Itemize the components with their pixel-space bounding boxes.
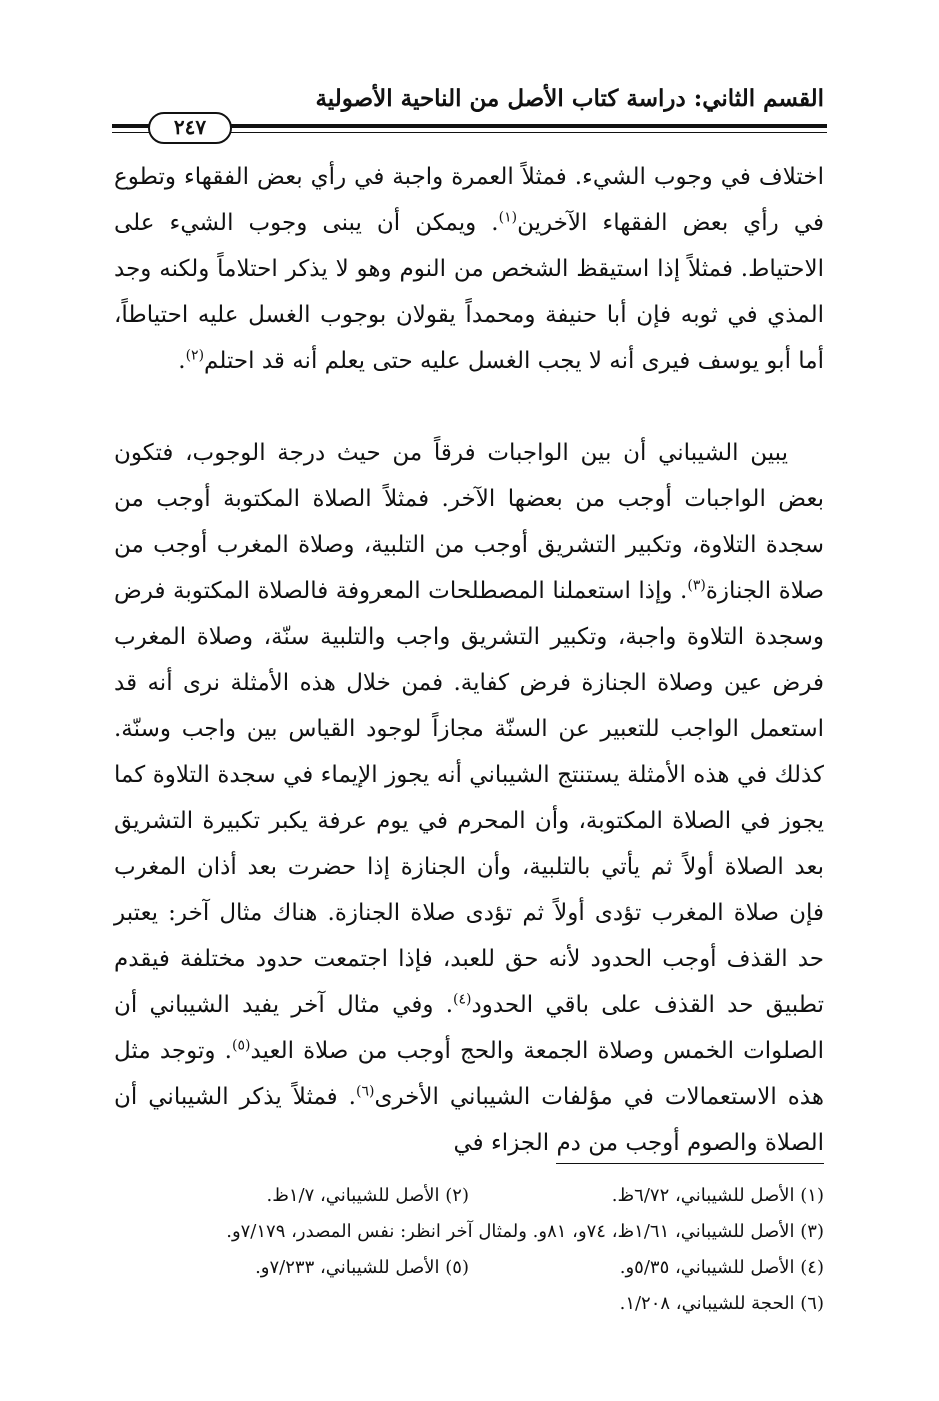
footnote-2: (٢) الأصل للشيباني، ١/٧ظ. xyxy=(266,1185,469,1206)
footnote-ref-3: (٣) xyxy=(687,577,706,594)
paragraph-2-text-a: يبين الشيباني أن بين الواجبات فرقاً من حيث درجة الوجوب، فتكون بعض الواجبات أوجب من بعضها الآخر. فمثلاً الصلاة المكتوبة أوجب من سجدة التلاوة، وتكبير التشريق أوجب من التلبية، وصلاة المغرب أوجب من صلاة الجنازة xyxy=(114,440,825,604)
paragraph-1-text-c: . xyxy=(178,348,186,374)
footnote-row xyxy=(114,1286,824,1322)
paragraph-2-text-d: . وتوجد مثل هذه الاستعمالات في مؤلفات الشيباني الأخرى xyxy=(114,1038,824,1110)
footnote-3: (٣) الأصل للشيباني، ١/٦١ظ، ٧٤و، ٨١و. ولمثال آخر انظر: نفس المصدر، ٧/١٧٩و. xyxy=(226,1221,824,1242)
footnote-row xyxy=(114,1214,824,1250)
footnote-ref-1: (١) xyxy=(498,209,518,226)
footnote-separator xyxy=(556,1163,824,1164)
paragraph-1 xyxy=(114,154,824,384)
footnote-5: (٥) الأصل للشيباني، ٧/٢٣٣و. xyxy=(255,1257,469,1278)
footnotes xyxy=(114,1178,824,1322)
paragraph-1-text-a: اختلاف في وجوب الشيء. فمثلاً العمرة واجبة في رأي بعض الفقهاء وتطوع في رأي بعض الفقهاء الآخرين xyxy=(114,164,824,236)
footnote-ref-2: (٢) xyxy=(185,347,205,364)
paragraph-2-text-b: . وإذا استعملنا المصطلحات المعروفة فالصلاة المكتوبة فرض وسجدة التلاوة واجبة، وتكبير التشريق واجب والتلبية سنّة، وصلاة المغرب فرض عين وصلاة الجنازة فرض كفاية. فمن خلال هذه الأمثلة نرى أنه قد استعمل الواجب للتعبير عن السنّة مجازاً لوجود القياس بين واجب وسنّة. كذلك في هذه الأمثلة يستنتج الشيباني أنه يجوز الإيماء في سجدة التلاوة كما يجوز في الصلاة المكتوبة، وأن المحرم في يوم عرفة يكبر تكبيرة التشريق بعد الصلاة أولاً ثم يأتي بالتلبية، وأن الجنازة إذا حضرت بعد أذان المغرب فإن صلاة المغرب تؤدى أولاً ثم تؤدى صلاة الجنازة. هناك مثال آخر: يعتبر حد القذف أوجب الحدود لأنه حق للعبد، فإذا اجتمعت حدود مختلفة فيقدم تطبيق حد القذف على باقي الحدود xyxy=(114,578,825,1018)
paragraph-2 xyxy=(114,430,824,1166)
footnote-ref-5: (٥) xyxy=(232,1037,251,1054)
main-text xyxy=(114,154,824,1166)
footnote-row xyxy=(114,1178,824,1214)
running-header-title: القسم الثاني: دراسة كتاب الأصل من الناحية الأصولية xyxy=(315,85,824,112)
footnote-ref-4: (٤) xyxy=(453,991,472,1008)
footnote-6: (٦) الحجة للشيباني، ١/٢٠٨. xyxy=(619,1293,824,1314)
paragraph-1-text-b: . ويمكن أن يبنى وجوب الشيء على الاحتياط. فمثلاً إذا استيقظ الشخص من النوم وهو لا يذكر احتلاماً ولكنه وجد المذي في ثوبه فإن أبا حنيفة ومحمداً يقولان بوجوب الغسل عليه احتياطاً، أما أبو يوسف فيرى أنه لا يجب الغسل عليه حتى يعلم أنه قد احتلم xyxy=(114,210,824,374)
paragraph-2-text-e: . فمثلاً يذكر الشيباني أن الصلاة والصوم أوجب من دم الجزاء في xyxy=(114,1084,824,1156)
footnote-ref-6: (٦) xyxy=(355,1083,375,1100)
paragraph-2-text-c: . وفي مثال آخر يفيد الشيباني أن الصلوات الخمس وصلاة الجمعة والحج أوجب من صلاة العيد xyxy=(114,992,825,1064)
page-number: ٢٤٧ xyxy=(148,112,232,144)
footnote-4: (٤) الأصل للشيباني، ٥/٣٥و. xyxy=(619,1257,824,1278)
footnote-row xyxy=(114,1250,824,1286)
footnote-1: (١) الأصل للشيباني، ٦/٧٢ظ. xyxy=(611,1185,824,1206)
